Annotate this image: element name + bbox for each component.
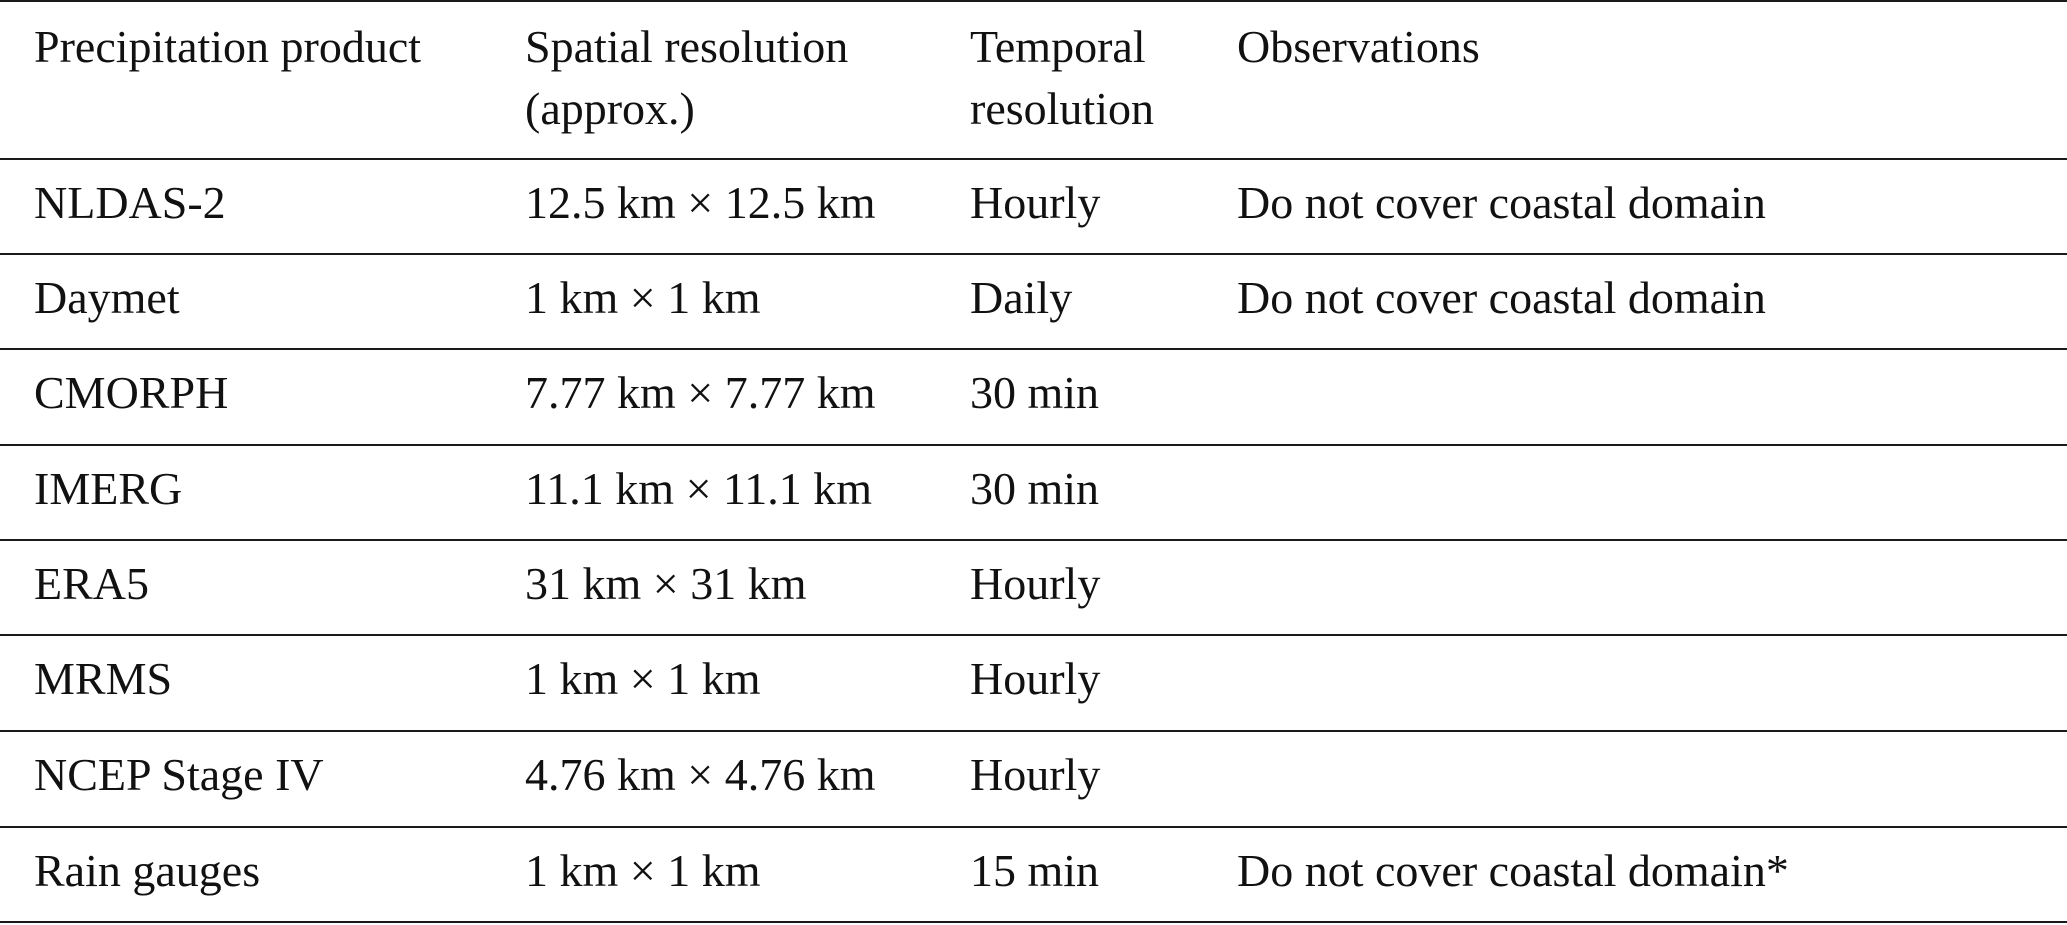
cell-observations: Do not cover coastal domain* — [1237, 845, 1789, 896]
row-rule — [0, 444, 2067, 446]
cell-temporal: Hourly — [970, 558, 1101, 609]
header-rule — [0, 158, 2067, 160]
header-precipitation-product: Precipitation product — [34, 21, 422, 72]
cell-product: NCEP Stage IV — [34, 749, 324, 800]
cell-spatial: 31 km × 31 km — [525, 558, 807, 609]
cell-product: NLDAS-2 — [34, 177, 226, 228]
cell-temporal: 30 min — [970, 367, 1100, 418]
cell-spatial: 4.76 km × 4.76 km — [525, 749, 876, 800]
row-rule — [0, 826, 2067, 828]
cell-temporal: Daily — [970, 272, 1073, 323]
cell-temporal: 15 min — [970, 845, 1100, 896]
row-rule — [0, 348, 2067, 350]
cell-spatial: 11.1 km × 11.1 km — [525, 463, 873, 514]
cell-spatial: 1 km × 1 km — [525, 272, 761, 323]
cell-observations: Do not cover coastal domain — [1237, 177, 1766, 228]
row-rule — [0, 253, 2067, 255]
cell-product: Rain gauges — [34, 845, 261, 896]
cell-temporal: 30 min — [970, 463, 1100, 514]
header-temporal-resolution: Temporal resolution — [970, 21, 1154, 134]
row-rule — [0, 730, 2067, 732]
cell-spatial: 1 km × 1 km — [525, 653, 761, 704]
cell-product: CMORPH — [34, 367, 229, 418]
cell-temporal: Hourly — [970, 749, 1101, 800]
cell-spatial: 12.5 km × 12.5 km — [525, 177, 876, 228]
header-spatial-resolution: Spatial resolution (approx.) — [525, 21, 849, 134]
cell-product: Daymet — [34, 272, 180, 323]
cell-spatial: 7.77 km × 7.77 km — [525, 367, 876, 418]
header-observations: Observations — [1237, 21, 1480, 72]
cell-product: MRMS — [34, 653, 173, 704]
cell-product: IMERG — [34, 463, 183, 514]
table-bottom-rule — [0, 921, 2067, 923]
cell-product: ERA5 — [34, 558, 149, 609]
cell-temporal: Hourly — [970, 653, 1101, 704]
row-rule — [0, 634, 2067, 636]
cell-observations: Do not cover coastal domain — [1237, 272, 1766, 323]
cell-temporal: Hourly — [970, 177, 1101, 228]
row-rule — [0, 539, 2067, 541]
cell-spatial: 1 km × 1 km — [525, 845, 761, 896]
table-top-rule — [0, 0, 2067, 2]
